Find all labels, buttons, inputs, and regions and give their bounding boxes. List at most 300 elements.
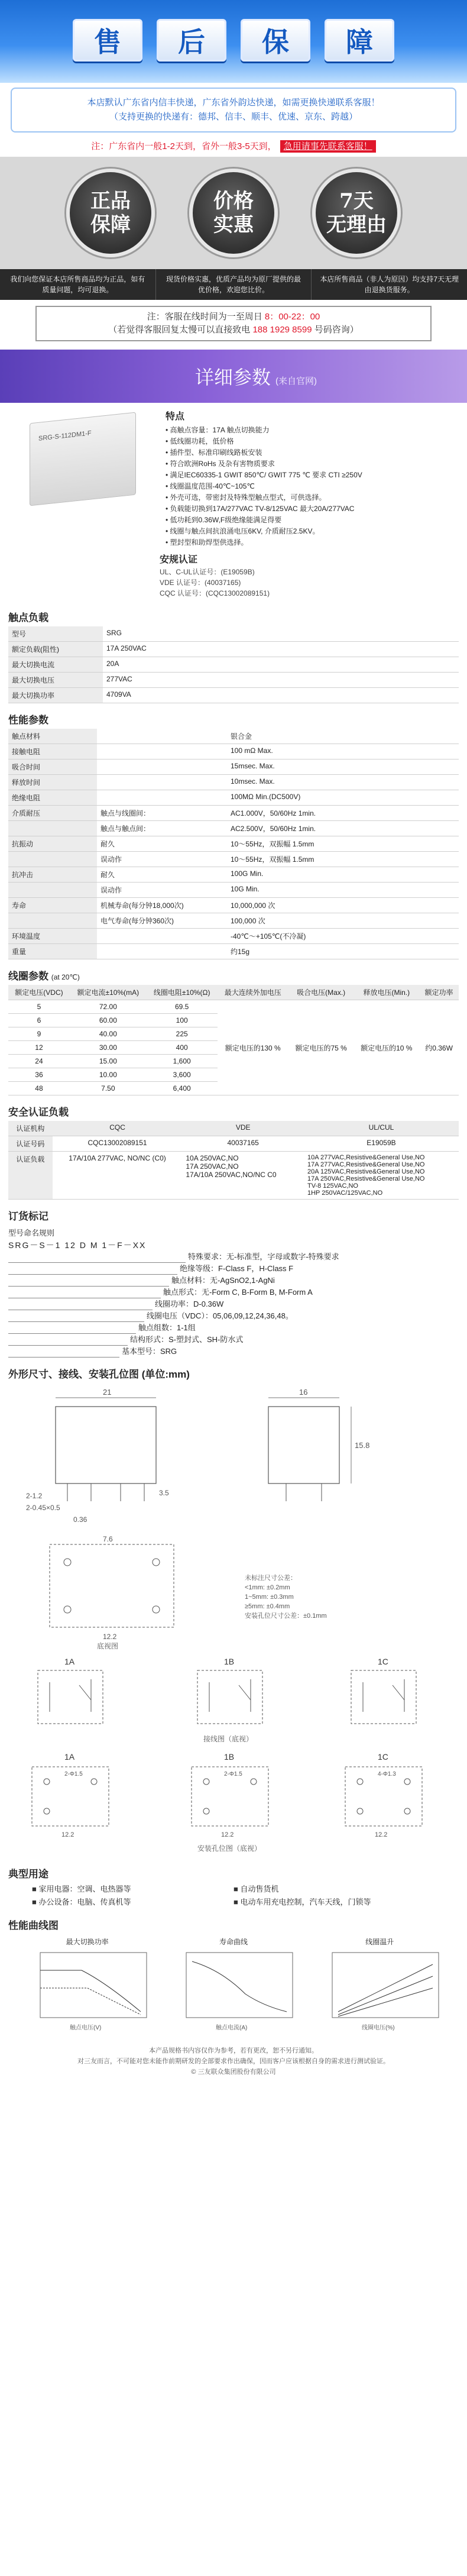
mount-label: 1B [224,1752,235,1761]
dim-pitch: 7.6 [103,1535,113,1543]
order-code-item [8,1263,459,1275]
mount-hole [404,1808,410,1814]
feature-item: • 满足IEC60335-1 GWIT 850℃/ GWIT 775 ℃ 要求 CTI ≥250V [166,470,455,481]
leader-line [8,1322,136,1334]
feature-item: • 低线圈功耗，低价格 [166,436,455,447]
param-name: 重量 [8,944,97,959]
badge-line: 无理由 [326,213,387,237]
param-name [8,883,97,898]
table-row [8,836,459,852]
param-name [8,821,97,836]
detail-params-header [0,350,467,403]
wiring-diagrams [8,1653,458,1747]
order-code-desc: 绝缘等级：F-Class F，H-Class F [180,1264,294,1273]
service-hours-label: 注：客服在线时间为一至周日 [147,312,265,322]
features-section [0,403,467,548]
badge-line: 保障 [90,213,131,237]
footer-line: 本产品规格书内容仅作为参考，若有更改，恕不另行通知。 [149,2047,318,2054]
param-value: 100 mΩ Max. [227,744,459,759]
param-sub: 电气寿命(每分钟360次) [97,913,227,929]
order-code-desc: 触点组数：1-1组 [138,1323,196,1332]
tolerance-line: ≥5mm: ±0.4mm [245,1603,290,1610]
curve-line [338,1964,433,2012]
curves-heading: 性能曲线图 [8,1920,59,1931]
dim-depth: 16 [299,1388,308,1397]
leader-line [8,1310,144,1322]
table-row [8,867,459,883]
coil-heading-note: (at 20℃) [51,973,80,981]
feature-item: • 塑封型和助焊型供选择。 [166,537,455,548]
badge-line: 正品 [90,189,131,213]
order-code-desc: 线圈电压（VDC）：05,06,09,12,24,36,48。 [147,1311,293,1320]
dim-pin-thick: 0.36 [73,1515,87,1524]
feature-item: • 插件型、标准印刷线路板安装 [166,447,455,458]
column-header: 认证机构 [8,1121,53,1136]
table-cell: 5 [8,1000,70,1014]
table-value: SRG [103,626,459,642]
mount-1a [32,1752,109,1838]
param-value: 15msec. Max. [227,759,459,775]
mount-1c [345,1752,422,1838]
param-name [8,913,97,929]
table-cell: 100 [147,1014,218,1027]
tolerance-line: <1mm: ±0.2mm [245,1584,290,1591]
certification-item: VDE 认证号：(40037165) [160,578,241,587]
curve-line [40,1970,141,2012]
column-header: 额定电压(VDC) [8,985,70,1000]
column-header: UL/CUL [304,1121,459,1136]
table-cell: 12 [8,1041,70,1055]
order-code-desc: 触点材料：无-AgSnO2,1-AgNi [171,1276,275,1285]
param-sub [97,944,227,959]
param-sub: 触点与触点间： [97,821,227,836]
table-cell: 24 [8,1055,70,1068]
leader-line [8,1298,153,1310]
order-code-desc: 线圈功率：D-0.36W [155,1300,224,1308]
application-item: ■ 家用电器：空调、电热器等 [32,1883,234,1896]
order-code-item [8,1287,459,1298]
order-code-item [8,1322,459,1334]
coil-table [8,985,459,1095]
banner-tile: 后 [157,19,226,62]
mount-label: 1C [378,1752,388,1761]
mount-pitch: 12.2 [375,1831,388,1838]
param-name: 抗冲击 [8,867,97,883]
cert-number: E19059B [304,1136,459,1152]
param-name: 释放时间 [8,775,97,790]
param-name: 接触电阻 [8,744,97,759]
table-key: 型号 [8,626,103,642]
order-code-item [8,1346,459,1358]
wiring-label: 1A [64,1657,75,1666]
order-code-item [8,1334,459,1346]
mount-pitch: 12.2 [61,1831,74,1838]
wiring-box [38,1670,103,1724]
cert-number: CQC13002089151 [53,1136,183,1152]
mount-hole [251,1779,257,1785]
dim-pin-size: 2-0.45×0.5 [26,1504,60,1512]
notice-line: （支持更换的快递有：德邦、信丰、顺丰、优速、京东、跨越） [109,112,358,122]
param-value: 100,000 次 [227,913,459,929]
table-cell: 30.00 [70,1041,147,1055]
curve-max-power [20,1937,155,2037]
wiring-box [197,1670,262,1724]
cert-load: 17A/10A 277VAC, NO/NC (C0) [53,1152,183,1200]
table-row [8,806,459,821]
curve-line [192,1961,287,2012]
mount-label: 1A [64,1752,75,1761]
applications-section [0,1857,467,1909]
badge-line: 价格 [213,189,254,213]
relay-product-image [12,409,160,515]
contact-service-link[interactable]: 急用请事先联系客服！ [280,140,376,153]
leader-line [8,1263,177,1275]
table-cell: 10.00 [70,1068,147,1082]
column-header: CQC [53,1121,183,1136]
applications-list [8,1883,459,1909]
curve-line [40,1988,141,2015]
table-cell: 40.00 [70,1027,147,1041]
front-view-outline [56,1407,156,1483]
bottom-view-outline [50,1544,174,1627]
pin-hole [153,1606,160,1613]
pin-hole [64,1606,71,1613]
param-name: 绝缘电阻 [8,790,97,806]
footer-line: © 三友联众集团股份有限公司 [191,2068,276,2076]
coil-shared-value: 额定电压的10 % [354,1000,419,1095]
curve-title: 寿命曲线 [219,1938,248,1946]
table-cell: 6,400 [147,1082,218,1095]
relay-label: SRG-S-112DM1-F [38,429,92,442]
service-hours: 8：00-22：00 [264,312,320,322]
outline-drawing [8,1383,458,1531]
dim-pin-height: 3.5 [159,1489,169,1497]
table-row [8,673,459,688]
param-sub [97,759,227,775]
relay-body [30,412,136,506]
curve-charts [8,1934,459,2040]
table-cell: 6 [8,1014,70,1027]
table-row [8,1152,459,1200]
curve-plot [314,1947,445,2035]
mount-hole-label: 2-Φ1.5 [224,1771,242,1777]
mount-hole [91,1779,97,1785]
mount-hole [44,1808,50,1814]
safety-heading: 安全认证负载 [8,1107,69,1118]
dim-width: 21 [103,1388,112,1397]
order-code-item [8,1298,459,1310]
certification-block [0,548,467,601]
table-value: 4709VA [103,688,459,703]
param-value: 10,000,000 次 [227,898,459,913]
table-row [8,729,459,744]
curve-title: 线圈温升 [365,1938,394,1946]
safety-table [8,1121,459,1200]
table-cell: 225 [147,1027,218,1041]
param-name: 吸合时间 [8,759,97,775]
param-sub: 误动作 [97,883,227,898]
row-label: 认证负载 [8,1152,53,1200]
row-label: 认证号码 [8,1136,53,1152]
x-axis-label: 触点电压(V) [69,2025,101,2031]
table-cell: 60.00 [70,1014,147,1027]
column-header: 最大连续外加电压 [218,985,288,1000]
param-sub: 机械寿命(每分钟18,000次) [97,898,227,913]
table-cell: 69.5 [147,1000,218,1014]
param-value: 10～55Hz，双振幅 1.5mm [227,852,459,867]
mount-pitch: 12.2 [221,1831,234,1838]
footer-line: 对三友而言，不可能对您未能作前期研发的全部要求作出确保，因而客户应该根据自身的需求进行测试验证。 [77,2058,390,2065]
coil-shared-value: 额定电压的75 % [288,1000,354,1095]
table-row [8,929,459,944]
banner-tile: 售 [73,19,142,62]
detail-title: 详细参数 [195,367,271,388]
param-sub: 耐久 [97,867,227,883]
table-row [8,913,459,929]
table-row [8,883,459,898]
shipping-time-line [0,140,467,152]
table-key: 额定负载(阻性) [8,642,103,657]
leader-line [8,1346,119,1358]
table-key: 最大切换电压 [8,673,103,688]
after-sales-banner [0,0,467,83]
param-value: 10～55Hz，双振幅 1.5mm [227,836,459,852]
order-code-desc: 结构形式：S-塑封式、SH-防水式 [130,1335,244,1344]
plot-frame [40,1953,147,2018]
coil-shared-value: 额定电压的130 % [218,1000,288,1095]
order-code-item [8,1275,459,1287]
curve-temp-rise [312,1937,447,2037]
cert-load: 10A 250VAC,NO 17A 250VAC,NO 17A/10A 250VAC,NO/NC C0 [182,1152,304,1200]
order-code-item [8,1310,459,1322]
feature-item: • 高触点容量：17A 触点切换能力 [166,425,455,436]
table-cell: 15.00 [70,1055,147,1068]
table-cell: 48 [8,1082,70,1095]
badge-genuine [66,169,155,257]
badge-descriptions [0,269,467,300]
detail-source: (来自官网) [275,376,317,386]
table-cell: 400 [147,1041,218,1055]
badge-line: 实惠 [213,213,254,237]
badge-return [312,169,401,257]
ordering-code-block [8,1225,459,1358]
param-sub [97,729,227,744]
table-row [8,898,459,913]
service-phone[interactable]: 188 1929 8599 [252,325,312,335]
table-row [8,759,459,775]
side-view-outline [268,1407,339,1483]
param-name: 环境温度 [8,929,97,944]
application-item: ■ 电动车用充电控制，汽车天线，门锁等 [234,1896,435,1909]
param-value: 银合金 [227,729,459,744]
performance-heading: 性能参数 [8,715,48,726]
dim-height: 15.8 [355,1441,370,1450]
tolerance-line: 1~5mm: ±0.3mm [245,1594,294,1601]
param-value: 100G Min. [227,867,459,883]
dimension-drawing [8,1383,459,1857]
cert-number: 40037165 [182,1136,304,1152]
feature-item: • 外壳可选，带密封及特殊型触点型式，可供选择。 [166,492,455,503]
badge-description: 本店所售商品（非人为原因）均支持7天无理由退换货服务。 [320,275,459,294]
dim-pin-width: 2-1.2 [26,1492,43,1500]
ordering-section [0,1200,467,1358]
bottom-view-drawing [8,1533,458,1651]
wiring-box [351,1670,416,1724]
curve-plot [22,1947,153,2035]
param-sub [97,744,227,759]
param-sub: 耐久 [97,836,227,852]
curve-line [338,1988,433,2016]
wiring-lines [50,1679,91,1712]
certification-item: UL、C-UL认证号：(E19059B) [160,568,255,576]
bottom-view-label: 底视图 [97,1642,119,1650]
column-header: 额定电流±10%(mA) [70,985,147,1000]
table-row [8,744,459,759]
application-item: ■ 办公设备：电脑、传真机等 [32,1896,234,1909]
wiring-1a [38,1657,103,1724]
tolerance-title: 未标注尺寸公差： [245,1575,297,1582]
param-value: AC1.000V，50/60Hz 1min. [227,806,459,821]
order-code-desc: 特殊要求：无-标准型，字母或数字-特殊要求 [188,1252,339,1261]
mount-hole-label: 2-Φ1.5 [64,1771,83,1777]
banner-tile: 障 [325,19,394,62]
contact-load-heading: 触点负载 [8,612,48,623]
param-value: 10msec. Max. [227,775,459,790]
param-name: 抗振动 [8,836,97,852]
leader-line [8,1334,128,1346]
feature-item: • 线圈与触点间抗浪涌电压6KV, 介质耐压2.5KV。 [166,526,455,537]
pin-hole [64,1559,71,1566]
mount-hole [404,1779,410,1785]
table-cell: 7.50 [70,1082,147,1095]
param-value: 10G Min. [227,883,459,898]
table-key: 最大切换电流 [8,657,103,673]
leader-line [8,1275,169,1287]
param-value: AC2.500V，50/60Hz 1min. [227,821,459,836]
contact-load-section [0,601,467,703]
badge-description: 现货价格实惠，优质产品均为原厂提供的最优价格，欢迎您比价。 [156,269,312,300]
table-value: 20A [103,657,459,673]
curve-title: 最大切换功率 [66,1938,109,1946]
param-name: 寿命 [8,898,97,913]
curve-life [166,1937,301,2037]
coil-section [0,959,467,1095]
performance-section [0,703,467,959]
wiring-1b [197,1657,262,1724]
wiring-lines [363,1679,404,1712]
mount-hole [44,1779,50,1785]
feature-item: • 线圈温度范围-40℃~105℃ [166,481,455,492]
mount-1b [192,1752,268,1838]
shipping-time-text: 注：广东省内一般1-2天到，省外一般3-5天到， [91,141,277,151]
plot-frame [332,1953,439,2018]
table-cell: 72.00 [70,1000,147,1014]
column-header: 线圈电阻±10%(Ω) [147,985,218,1000]
mount-hole [203,1779,209,1785]
param-value: 约15g [227,944,459,959]
table-row [8,626,459,642]
x-axis-label: 线圈电压(%) [362,2025,395,2031]
curves-section [0,1909,467,2040]
column-header: 吸合电压(Max.) [288,985,354,1000]
feature-item: • 低功耗到0.36W,F级绝缘能满足得要 [166,515,455,526]
table-row [8,775,459,790]
wiring-1c [351,1657,416,1724]
model-code: SRG－S－1 12 D M 1－F－XX [8,1240,147,1250]
banner-tile: 保 [241,19,310,62]
table-row [8,688,459,703]
table-cell: 1,600 [147,1055,218,1068]
banner-tiles [0,19,467,62]
feature-list [160,409,455,548]
wiring-label: 1B [224,1657,235,1666]
mount-hole [357,1779,363,1785]
table-row [8,642,459,657]
dim-pitch: 12.2 [103,1633,117,1641]
table-value: 17A 250VAC [103,642,459,657]
footer [0,2040,467,2083]
param-sub [97,790,227,806]
table-key: 最大切换功率 [8,688,103,703]
contact-load-table [8,626,459,703]
table-cell: 9 [8,1027,70,1041]
features-heading: 特点 [166,412,185,422]
wiring-label: 1C [378,1657,388,1666]
certification-heading: 安规认证 [160,555,198,565]
performance-table [8,729,459,959]
service-phone-label: （若觉得客服回复太慢可以直接致电 [108,325,253,335]
coil-shared-value: 约0.36W [419,1000,459,1095]
param-sub: 误动作 [97,852,227,867]
badge-line: 7天 [339,189,374,213]
table-row [8,1000,459,1014]
wiring-lines [209,1679,251,1712]
plot-frame [186,1953,293,2018]
notice-line: 本店默认广东省内信丰快递，广东省外韵达快递，如需更换快递联系客服！ [87,98,380,108]
feature-item: • 符合欧洲RoHs 及杂有害物质要求 [166,458,455,470]
mount-hole [203,1808,209,1814]
certification-item: CQC 认证号：(CQC13002089151) [160,589,270,597]
param-sub: 触点与线圈间： [97,806,227,821]
table-row [8,944,459,959]
column-header: VDE [182,1121,304,1136]
table-value: 277VAC [103,673,459,688]
mounting-hole-diagrams [8,1749,458,1856]
coil-heading: 线圈参数 [8,971,48,982]
applications-heading: 典型用途 [8,1869,48,1880]
dimension-section [0,1358,467,1857]
table-row [8,790,459,806]
guarantee-badges [0,157,467,269]
param-sub [97,775,227,790]
param-value: -40℃～+105℃(不冷凝) [227,929,459,944]
mount-hole [357,1808,363,1814]
table-row [8,657,459,673]
param-value: 100MΩ Min.(DC500V) [227,790,459,806]
safety-section [0,1095,467,1200]
dimension-heading: 外形尺寸、接线、安装孔位图 (单位:mm) [8,1369,190,1380]
wiring-caption: 接线图（底视） [203,1735,254,1743]
badge-price [189,169,278,257]
column-header: 额定功率 [419,985,459,1000]
feature-item: • 负载能切换到17A/277VAC TV-8/125VAC 最大20A/277VAC [166,503,455,515]
order-code-desc: 触点形式：无-Form C, B-Form B, M-Form A [163,1288,313,1297]
leader-line [8,1251,186,1263]
table-cell: 3,600 [147,1068,218,1082]
param-name [8,852,97,867]
mount-caption: 安装孔位图（底视） [197,1844,262,1853]
ordering-heading: 订货标记 [8,1211,48,1222]
